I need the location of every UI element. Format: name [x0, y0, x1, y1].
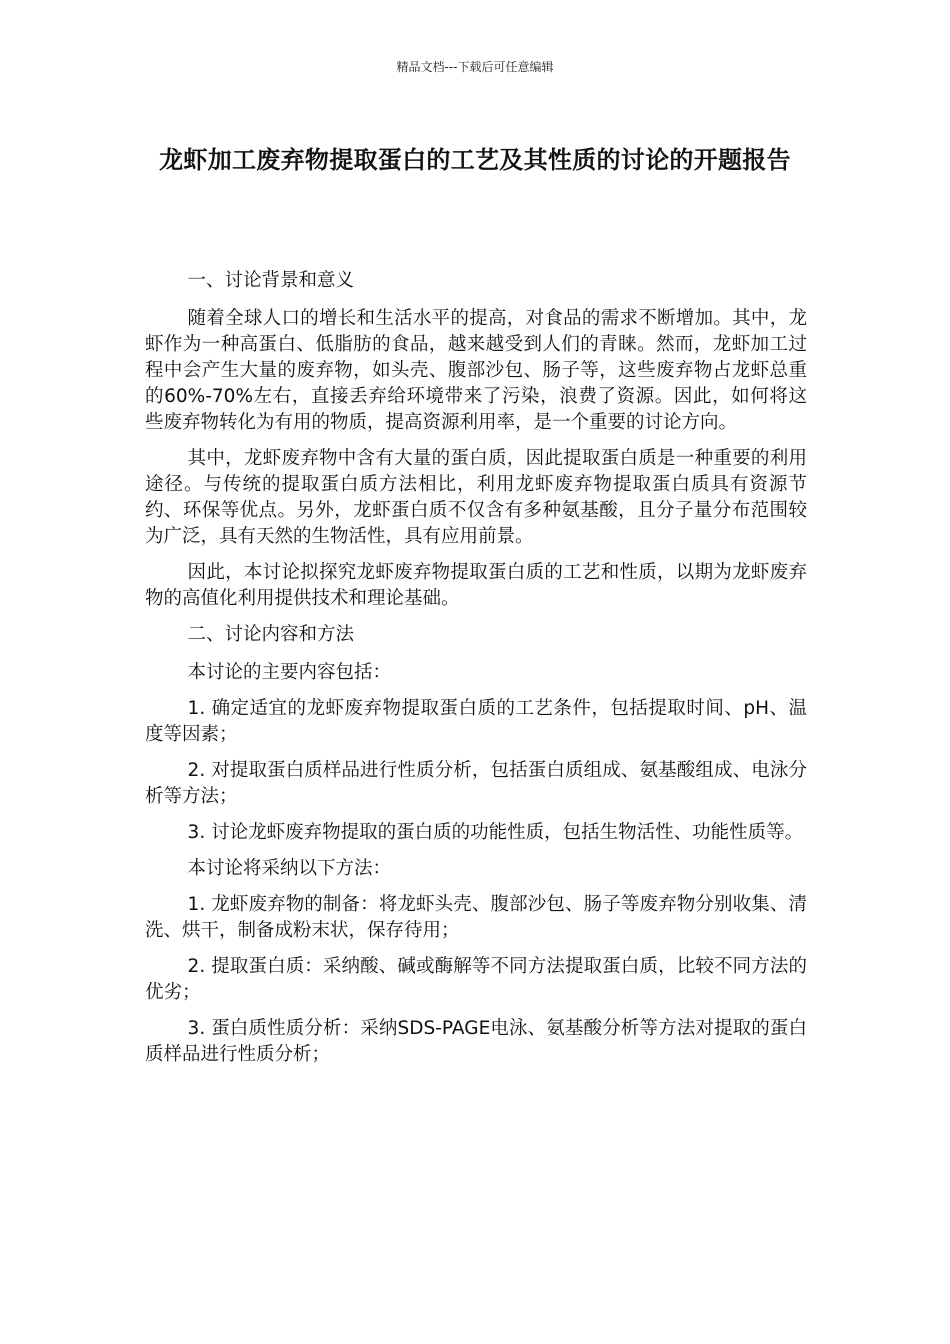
content-item-2: 2. 对提取蛋白质样品进行性质分析，包括蛋白质组成、氨基酸组成、电泳分析等方法；	[145, 760, 807, 807]
section-heading-background: 一、讨论背景和意义	[187, 270, 355, 291]
method-item-3: 3. 蛋白质性质分析：采纳SDS-PAGE电泳、氨基酸分析等方法对提取的蛋白质样品进行性质分析；	[145, 1018, 807, 1065]
paragraph-protein-utilization: 其中，龙虾废弃物中含有大量的蛋白质，因此提取蛋白质是一种重要的利用途径。与传统的提取蛋白质方法相比，利用龙虾废弃物提取蛋白质具有资源节约、环保等优点。另外，龙虾蛋白质不仅含有多种氨基酸，且分子量分布范围较为广泛，具有天然的生物活性，具有应用前景。	[145, 448, 807, 547]
paragraph-background: 随着全球人口的增长和生活水平的提高，对食品的需求不断增加。其中，龙虾作为一种高蛋白、低脂肪的食品，越来越受到人们的青睐。然而，龙虾加工过程中会产生大量的废弃物，如头壳、腹部沙包、肠子等，这些废弃物占龙虾总重的60%-70%左右，直接丢弃给环境带来了污染，浪费了资源。因此，如何将这些废弃物转化为有用的物质，提高资源利用率，是一个重要的讨论方向。	[145, 308, 807, 433]
method-item-1: 1. 龙虾废弃物的制备：将龙虾头壳、腹部沙包、肠子等废弃物分别收集、清洗、烘干，制备成粉末状，保存待用；	[145, 894, 807, 941]
paragraph-methods-intro: 本讨论将采纳以下方法：	[187, 858, 392, 879]
document-title: 龙虾加工废弃物提取蛋白的工艺及其性质的讨论的开题报告	[159, 146, 791, 174]
section-heading-content-methods: 二、讨论内容和方法	[187, 624, 355, 645]
header-note: 精品文档---下载后可任意编辑	[396, 60, 554, 74]
content-item-3: 3. 讨论龙虾废弃物提取的蛋白质的功能性质，包括生物活性、功能性质等。	[187, 822, 804, 843]
paragraph-purpose: 因此，本讨论拟探究龙虾废弃物提取蛋白质的工艺和性质，以期为龙虾废弃物的高值化利用提供技术和理论基础。	[145, 562, 807, 609]
method-item-2: 2. 提取蛋白质：采纳酸、碱或酶解等不同方法提取蛋白质，比较不同方法的优劣；	[145, 956, 807, 1003]
paragraph-content-intro: 本讨论的主要内容包括：	[187, 662, 392, 683]
document-body	[145, 268, 807, 1078]
content-item-1: 1. 确定适宜的龙虾废弃物提取蛋白质的工艺条件，包括提取时间、pH、温度等因素；	[145, 698, 807, 745]
